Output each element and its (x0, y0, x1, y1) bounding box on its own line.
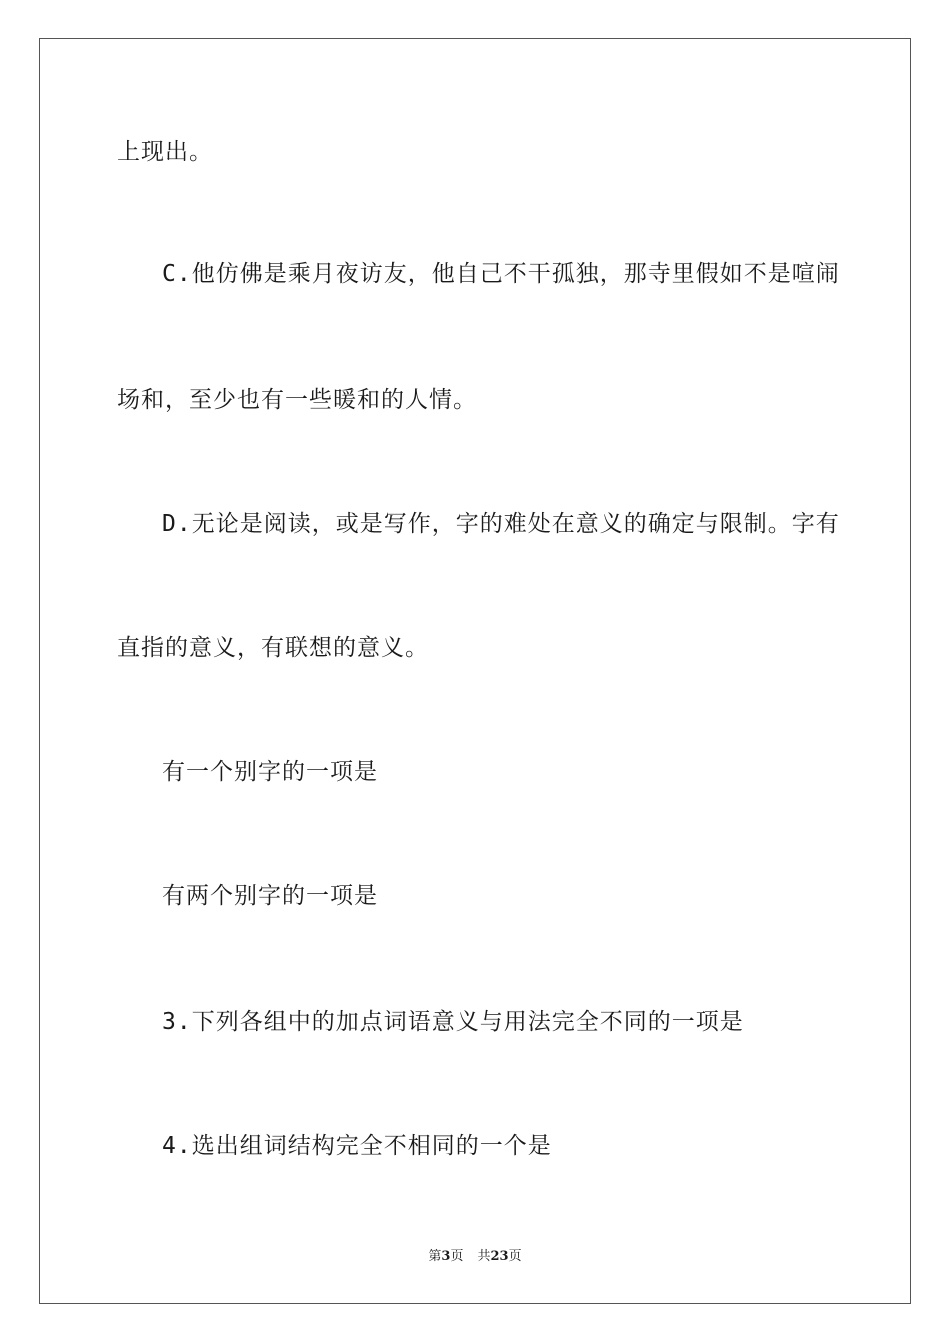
total-pages: 23 (490, 1249, 509, 1264)
page-border (39, 38, 911, 1304)
answer-prompt-one-error: 有一个别字的一项是 (162, 759, 378, 785)
page-suffix: 页 (450, 1249, 464, 1264)
option-c-line-1: C.他仿佛是乘月夜访友，他自己不干孤独，那寺里假如不是喧闹 (162, 261, 840, 287)
option-c-line-2: 场和，至少也有一些暖和的人情。 (117, 387, 477, 413)
total-prefix: 共 (477, 1249, 491, 1264)
option-d-line-2: 直指的意义，有联想的意义。 (117, 635, 429, 661)
total-suffix: 页 (508, 1249, 522, 1264)
text-line-continuation: 上现出。 (117, 139, 213, 165)
page-footer (0, 1248, 950, 1266)
option-d-line-1: D.无论是阅读，或是写作，字的难处在意义的确定与限制。字有 (162, 511, 840, 537)
answer-prompt-two-errors: 有两个别字的一项是 (162, 883, 378, 909)
question-3: 3.下列各组中的加点词语意义与用法完全不同的一项是 (162, 1009, 744, 1035)
question-4: 4.选出组词结构完全不相同的一个是 (162, 1133, 552, 1159)
page-number: 3 (441, 1249, 451, 1264)
page-prefix: 第 (428, 1249, 442, 1264)
